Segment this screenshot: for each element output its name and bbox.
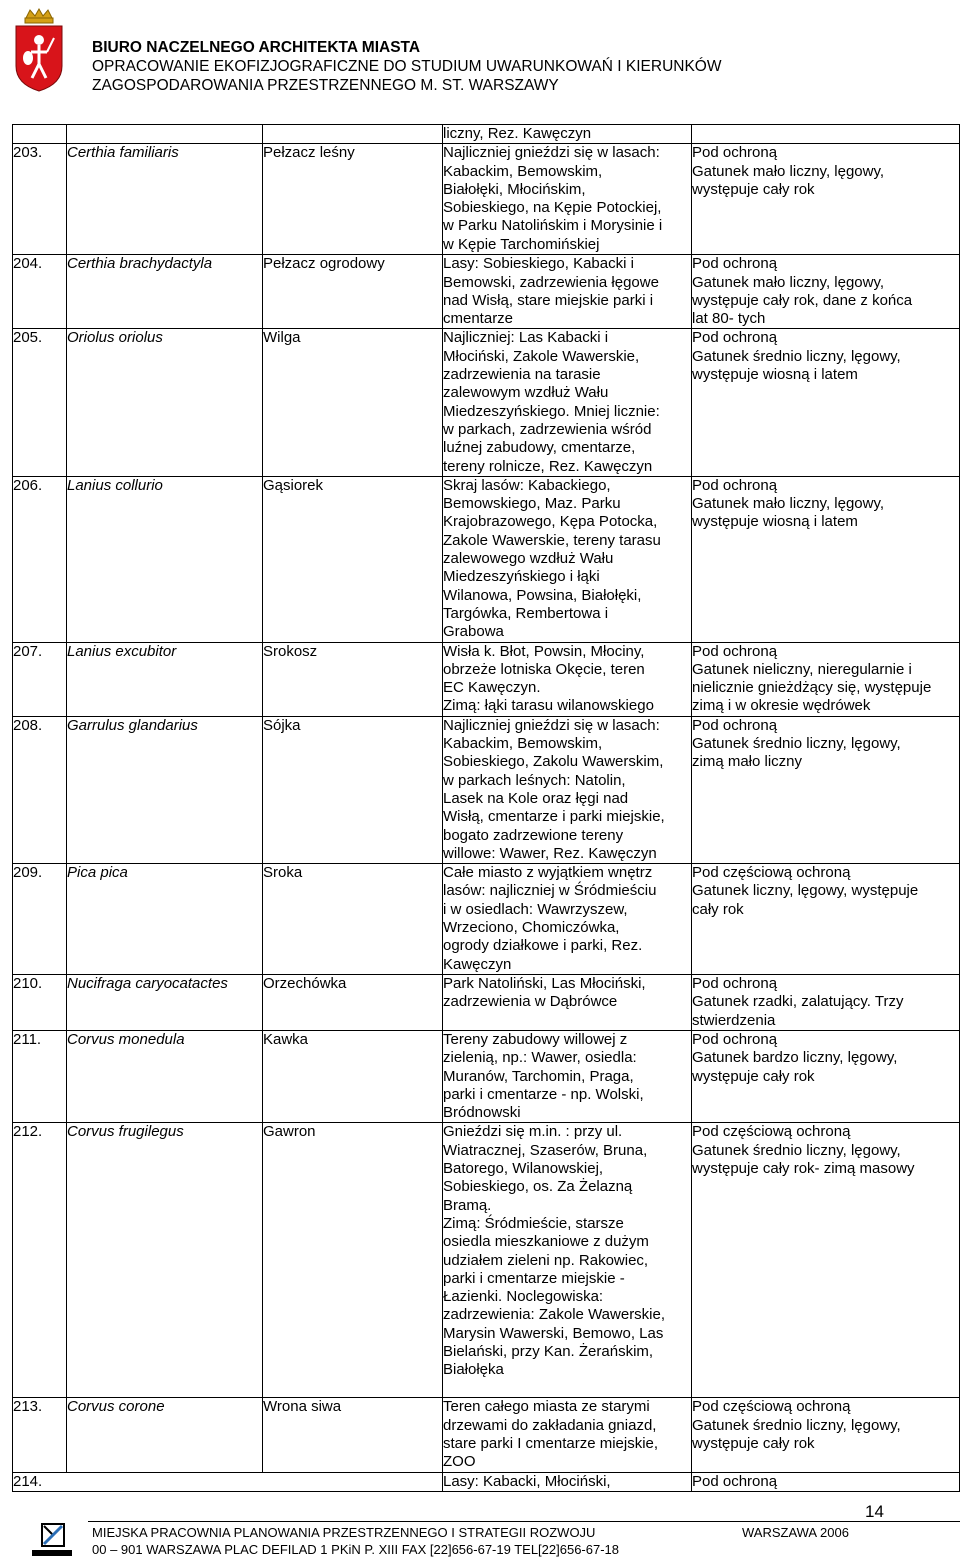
location-line: Grabowa xyxy=(443,623,504,641)
locations xyxy=(443,1030,692,1122)
location-line: Teren całego miasta ze starymi xyxy=(443,1398,650,1416)
location-line: Białołęki, Młocińskim, xyxy=(443,180,586,198)
location-line: ogrody działkowe i parki, Rez. xyxy=(443,937,643,955)
location-line: Zakole Wawerskie, tereny tarasu xyxy=(443,531,661,549)
locations xyxy=(443,476,692,642)
table-row xyxy=(13,144,960,255)
locations xyxy=(443,125,692,144)
location-line: zadrzewienia na tarasie xyxy=(443,366,601,384)
polish-name: Kawka xyxy=(263,1030,443,1122)
protection-status xyxy=(692,716,960,863)
species-number xyxy=(13,125,67,144)
location-line: Wisłą, cmentarze i parki miejskie, xyxy=(443,808,665,826)
table-row xyxy=(13,1472,960,1491)
latin-name: Corvus corone xyxy=(67,1398,263,1472)
location-line: ZOO xyxy=(443,1453,476,1471)
location-line: Łazienki. Noclegowiska: xyxy=(443,1288,604,1306)
status-line: Gatunek średnio liczny, lęgowy, xyxy=(692,347,901,365)
location-line: w Kępie Tarchomińskiej xyxy=(443,235,600,253)
locations xyxy=(443,864,692,975)
polish-name: Wilga xyxy=(263,329,443,476)
status-line: Gatunek liczny, lęgowy, występuje xyxy=(692,882,919,900)
location-line: Skraj lasów: Kabackiego, xyxy=(443,476,611,494)
location-line: Zimą: Śródmieście, starsze xyxy=(443,1214,624,1232)
location-line: Lasy: Sobieskiego, Kabacki i xyxy=(443,255,634,273)
species-table xyxy=(12,124,960,1492)
footer-address: 00 – 901 WARSZAWA PLAC DEFILAD 1 PKiN P. XIII FAX [22]656-67-19 TEL[22]656-67-18 xyxy=(92,1542,620,1557)
status-line: Gatunek rzadki, zalatujący. Trzy xyxy=(692,993,904,1011)
polish-name: Pełzacz leśny xyxy=(263,144,443,255)
species-number: 205. xyxy=(13,329,67,476)
locations xyxy=(443,975,692,1031)
status-line: występuje cały rok xyxy=(692,1067,815,1085)
species-number: 211. xyxy=(13,1030,67,1122)
status-line: Gatunek mało liczny, lęgowy, xyxy=(692,162,885,180)
pracownia-logo-icon xyxy=(30,1520,74,1560)
location-line: Bemowskiego, Maz. Parku xyxy=(443,495,621,513)
locations xyxy=(443,716,692,863)
polish-name: Wrona siwa xyxy=(263,1398,443,1472)
latin-name: Certhia brachydactyla xyxy=(67,255,263,329)
location-line: Najliczniej gnieździ się w lasach: xyxy=(443,716,660,734)
location-line: stare parki I cmentarze miejskie, xyxy=(443,1435,659,1453)
protection-status xyxy=(692,255,960,329)
status-line: zimą mało liczny xyxy=(692,753,803,771)
table-row xyxy=(13,255,960,329)
location-line: w parkach, zadrzewienia wśród xyxy=(443,420,652,438)
protection-status xyxy=(692,1398,960,1472)
location-line: Muranów, Tarchomin, Praga, xyxy=(443,1067,634,1085)
header-title: BIURO NACZELNEGO ARCHITEKTA MIASTA xyxy=(92,39,421,56)
locations xyxy=(443,1123,692,1398)
polish-name xyxy=(263,125,443,144)
location-line: Kabackim, Bemowskim, xyxy=(443,162,603,180)
locations xyxy=(443,1398,692,1472)
location-line: zalewowym wzdłuż Wału xyxy=(443,384,609,402)
header-subtitle-line2: ZAGOSPODAROWANIA PRZESTRZENNEGO M. ST. WARSZAWY xyxy=(92,77,559,94)
location-line: Miedzeszyńskiego i łąki xyxy=(443,568,600,586)
location-line: tereny rolnicze, Rez. Kawęczyn xyxy=(443,457,653,475)
polish-name: Orzechówka xyxy=(263,975,443,1031)
status-line: Gatunek nieliczny, nieregularnie i xyxy=(692,660,912,678)
location-line: Wrzeciono, Chomiczówka, xyxy=(443,918,620,936)
status-line: Pod ochroną xyxy=(692,476,778,494)
location-line: osiedla mieszkaniowe z dużym xyxy=(443,1233,649,1251)
species-number: 210. xyxy=(13,975,67,1031)
location-line: EC Kawęczyn. xyxy=(443,679,541,697)
location-line: lasów: najliczniej w Śródmieściu xyxy=(443,882,657,900)
status-line: Pod ochroną xyxy=(692,975,778,993)
location-line: Młociński, Zakole Wawerskie, xyxy=(443,347,640,365)
footer-divider xyxy=(88,1521,960,1522)
polish-name: Pełzacz ogrodowy xyxy=(263,255,443,329)
location-line: Kawęczyn xyxy=(443,955,512,973)
table-row xyxy=(13,975,960,1031)
location-line: Kabackim, Bemowskim, xyxy=(443,735,603,753)
latin-name: Certhia familiaris xyxy=(67,144,263,255)
protection-status xyxy=(692,642,960,716)
status-line: Pod ochroną xyxy=(692,144,778,162)
species-number: 213. xyxy=(13,1398,67,1472)
location-line: bogato zadrzewione tereny xyxy=(443,826,624,844)
table-row xyxy=(13,716,960,863)
latin-name: Pica pica xyxy=(67,864,263,975)
footer-date: WARSZAWA 2006 xyxy=(742,1525,849,1540)
location-line: luźnej zabudowy, cmentarze, xyxy=(443,439,636,457)
location-line: Lasek na Kole oraz łęgi nad xyxy=(443,789,629,807)
status-line: Gatunek średnio liczny, lęgowy, xyxy=(692,1416,901,1434)
location-line: Całe miasto z wyjątkiem wnętrz xyxy=(443,864,653,882)
latin-name: Oriolus oriolus xyxy=(67,329,263,476)
locations xyxy=(443,255,692,329)
location-line: zalewowego wzdłuż Wału xyxy=(443,550,614,568)
location-line: cmentarze xyxy=(443,310,514,328)
latin-name xyxy=(67,125,263,144)
status-line: Pod częściową ochroną xyxy=(692,1398,851,1416)
status-line: Gatunek mało liczny, lęgowy, xyxy=(692,273,885,291)
location-line: Krajobrazowego, Kępa Potocka, xyxy=(443,513,658,531)
species-number: 203. xyxy=(13,144,67,255)
status-line: Gatunek mało liczny, lęgowy, xyxy=(692,495,885,513)
table-row xyxy=(13,329,960,476)
location-line: Wiatracznej, Szaserów, Bruna, xyxy=(443,1141,648,1159)
species-number: 207. xyxy=(13,642,67,716)
status-line: Pod ochroną xyxy=(692,716,778,734)
protection-status xyxy=(692,1030,960,1122)
footer-info xyxy=(92,1524,619,1558)
polish-name: Sójka xyxy=(263,716,443,863)
species-number: 212. xyxy=(13,1123,67,1398)
location-line: Zimą: łąki tarasu wilanowskiego xyxy=(443,697,654,715)
protection-status xyxy=(692,329,960,476)
status-line: Gatunek średnio liczny, lęgowy, xyxy=(692,735,901,753)
status-line: występuje cały rok xyxy=(692,180,815,198)
latin-name: Corvus frugilegus xyxy=(67,1123,263,1398)
species-number: 204. xyxy=(13,255,67,329)
location-line: Lasy: Kabacki, Młociński, xyxy=(443,1472,611,1490)
latin-name: Lanius excubitor xyxy=(67,642,263,716)
status-line: Pod ochroną xyxy=(692,1030,778,1048)
status-line: występuje cały rok- zimą masowy xyxy=(692,1160,915,1178)
locations xyxy=(443,1472,692,1491)
location-line: Targówka, Rembertowa i xyxy=(443,604,609,622)
location-line: zadrzewienia: Zakole Wawerskie, xyxy=(443,1306,666,1324)
location-line: Wilanowa, Powsina, Białołęki, xyxy=(443,586,642,604)
locations xyxy=(443,642,692,716)
location-line: willowe: Wawer, Rez. Kawęczyn xyxy=(443,844,657,862)
location-line: Białołęka xyxy=(443,1361,504,1379)
status-line: lat 80- tych xyxy=(692,310,766,328)
location-line: Najliczniej gnieździ się w lasach: xyxy=(443,144,660,162)
location-line: Gnieździ się m.in. : przy ul. xyxy=(443,1123,623,1141)
protection-status xyxy=(692,144,960,255)
location-line: Najliczniej: Las Kabacki i xyxy=(443,329,609,347)
location-line: parki i cmentarze - np. Wolski, xyxy=(443,1085,644,1103)
protection-status xyxy=(692,864,960,975)
status-line: zimą i w okresie wędrówek xyxy=(692,697,871,715)
location-line: zadrzewienia w Dąbrówce xyxy=(443,993,618,1011)
protection-status xyxy=(692,1472,960,1491)
table-row xyxy=(13,1123,960,1398)
protection-status xyxy=(692,125,960,144)
table-row xyxy=(13,1030,960,1122)
location-line: Batorego, Wilanowskiej, xyxy=(443,1160,604,1178)
header-subtitle-line1: OPRACOWANIE EKOFIZJOGRAFICZNE DO STUDIUM UWARUNKOWAŃ I KIERUNKÓW xyxy=(92,58,722,75)
location-line: Miedzeszyńskiego. Mniej licznie: xyxy=(443,402,660,420)
location-line: Sobieskiego, os. Za Żelazną xyxy=(443,1178,633,1196)
locations xyxy=(443,144,692,255)
polish-name: Sroka xyxy=(263,864,443,975)
protection-status xyxy=(692,975,960,1031)
location-line: i w osiedlach: Wawrzyszew, xyxy=(443,900,628,918)
status-line: Pod ochroną xyxy=(692,329,778,347)
latin-name: Corvus monedula xyxy=(67,1030,263,1122)
status-line: Pod ochroną xyxy=(692,255,778,273)
location-line: drzewami do zakładania gniazd, xyxy=(443,1416,657,1434)
protection-status xyxy=(692,476,960,642)
location-line: Bramą. xyxy=(443,1196,492,1214)
status-line: cały rok xyxy=(692,900,744,918)
warsaw-crest-icon xyxy=(14,8,64,92)
species-number: 214. xyxy=(13,1472,443,1491)
table-row xyxy=(13,1398,960,1472)
location-line: obrzeże lotniska Okęcie, teren xyxy=(443,660,645,678)
location-line: Tereny zabudowy willowej z xyxy=(443,1030,628,1048)
status-line: Pod częściową ochroną xyxy=(692,1123,851,1141)
status-line: Gatunek średnio liczny, lęgowy, xyxy=(692,1141,901,1159)
status-line: występuje wiosną i latem xyxy=(692,513,858,531)
location-line: zielenią, np.: Wawer, osiedla: xyxy=(443,1049,637,1067)
location-line: Wisła k. Błot, Powsin, Młociny, xyxy=(443,642,645,660)
species-number: 206. xyxy=(13,476,67,642)
location-line: Sobieskiego, Zakolu Wawerskim, xyxy=(443,753,664,771)
status-line: Gatunek bardzo liczny, lęgowy, xyxy=(692,1049,898,1067)
status-line: występuje cały rok xyxy=(692,1435,815,1453)
status-line: Pod ochroną xyxy=(692,642,778,660)
status-line: Pod ochroną xyxy=(692,1472,778,1490)
location-line: liczny, Rez. Kawęczyn xyxy=(443,125,592,142)
status-line: występuje wiosną i latem xyxy=(692,366,858,384)
location-line: nad Wisłą, stare miejskie parki i xyxy=(443,291,654,309)
polish-name: Gawron xyxy=(263,1123,443,1398)
location-line: Park Natoliński, Las Młociński, xyxy=(443,975,646,993)
location-line: Bielański, przy Kan. Żerańskim, xyxy=(443,1343,654,1361)
polish-name: Gąsiorek xyxy=(263,476,443,642)
table-row xyxy=(13,642,960,716)
footer-office: MIEJSKA PRACOWNIA PLANOWANIA PRZESTRZENNEGO I STRATEGII ROZWOJU xyxy=(92,1525,596,1540)
latin-name: Nucifraga caryocatactes xyxy=(67,975,263,1031)
status-line: występuje cały rok, dane z końca xyxy=(692,291,913,309)
locations xyxy=(443,329,692,476)
location-line: Bródnowski xyxy=(443,1104,521,1122)
location-line: Sobieskiego, na Kępie Potockiej, xyxy=(443,199,662,217)
status-line: stwierdzenia xyxy=(692,1011,776,1029)
status-line: Pod częściową ochroną xyxy=(692,864,851,882)
location-line: Marysin Wawerski, Bemowo, Las xyxy=(443,1324,664,1342)
location-line: udziałem zieleni np. Rakowiec, xyxy=(443,1251,649,1269)
polish-name: Srokosz xyxy=(263,642,443,716)
latin-name: Lanius collurio xyxy=(67,476,263,642)
species-number: 208. xyxy=(13,716,67,863)
table-row xyxy=(13,864,960,975)
location-line: w parkach leśnych: Natolin, xyxy=(443,771,626,789)
protection-status xyxy=(692,1123,960,1398)
table-row xyxy=(13,476,960,642)
location-line: parki i cmentarze miejskie - xyxy=(443,1269,625,1287)
page-number: 14 xyxy=(865,1502,884,1521)
species-number: 209. xyxy=(13,864,67,975)
location-line: w Parku Natolińskim i Morysinie i xyxy=(443,217,663,235)
page-header xyxy=(0,0,960,115)
location-line: Bemowski, zadrzewienia łęgowe xyxy=(443,273,659,291)
status-line: nielicznie gnieżdżący się, występuje xyxy=(692,679,932,697)
latin-name: Garrulus glandarius xyxy=(67,716,263,863)
table-row xyxy=(13,125,960,144)
